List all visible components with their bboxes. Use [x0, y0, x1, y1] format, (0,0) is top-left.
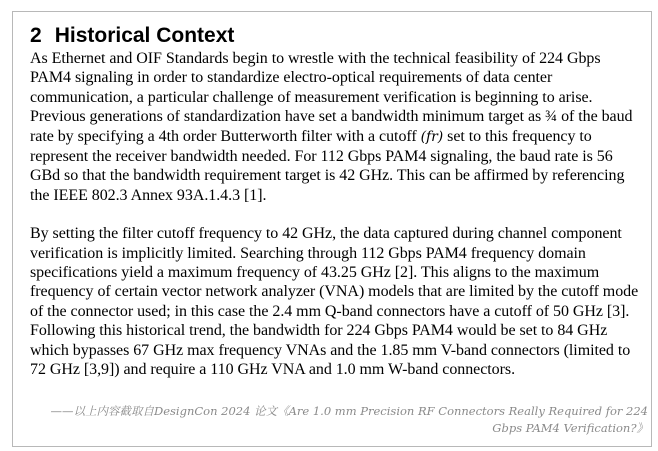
- cutoff-symbol: (fr): [420, 128, 444, 145]
- paragraph-text: As Ethernet and OIF Standards begin to wrestle with the technical feasibility of 224 Gbps PAM4 signaling in order to standardize electro-optical requirements of data center communication, a particular challenge of measurement verification is beginning to arise. Previous generations of standardization have set a bandwidth minimum target as ¾ of the baud rate by specifying a 4th order Butterworth filter with a cutoff: [30, 50, 633, 145]
- section-heading: [30, 24, 642, 48]
- paragraph-text: set to this frequency to represent the receiver bandwidth needed. For 112 Gbps PAM4 signaling, the baud rate is 56 GBd so that the bandwidth requirement target is 42 GHz. This can be affirmed by referencing the IEEE 802.3 Annex 93A.1.4.3 [1].: [30, 127, 625, 204]
- section-number: 2: [30, 24, 42, 47]
- source-caption: ——以上内容截取自DesignCon 2024 论文《Are 1.0 mm Precision RF Connectors Really Required for 224 Gbps PAM4 Verification?》: [50, 404, 648, 435]
- document-body: [30, 24, 642, 380]
- paragraph-filter-cutoff: By setting the filter cutoff frequency to 42 GHz, the data captured during channel component verification is implicitly limited. Searching through 112 Gbps PAM4 frequency domain specifications yield a maximum frequency of 43.25 GHz [2]. This aligns to the maximum frequency of certain vector network analyzer (VNA) models that are limited by the cutoff mode of the connector used; in this case the 2.4 mm Q-band connectors have a cutoff of 50 GHz [3]. Following this historical trend, the bandwidth for 224 Gbps PAM4 would be set to 84 GHz which bypasses 67 GHz max frequency VNAs and the 1.85 mm V-band connectors (limited to 72 GHz [3,9]) and require a 110 GHz VNA and 1.0 mm W-band connectors.: [30, 225, 639, 379]
- document-frame: [12, 11, 652, 447]
- paragraph-historical-context: [30, 49, 642, 205]
- section-title: Historical Context: [54, 24, 235, 47]
